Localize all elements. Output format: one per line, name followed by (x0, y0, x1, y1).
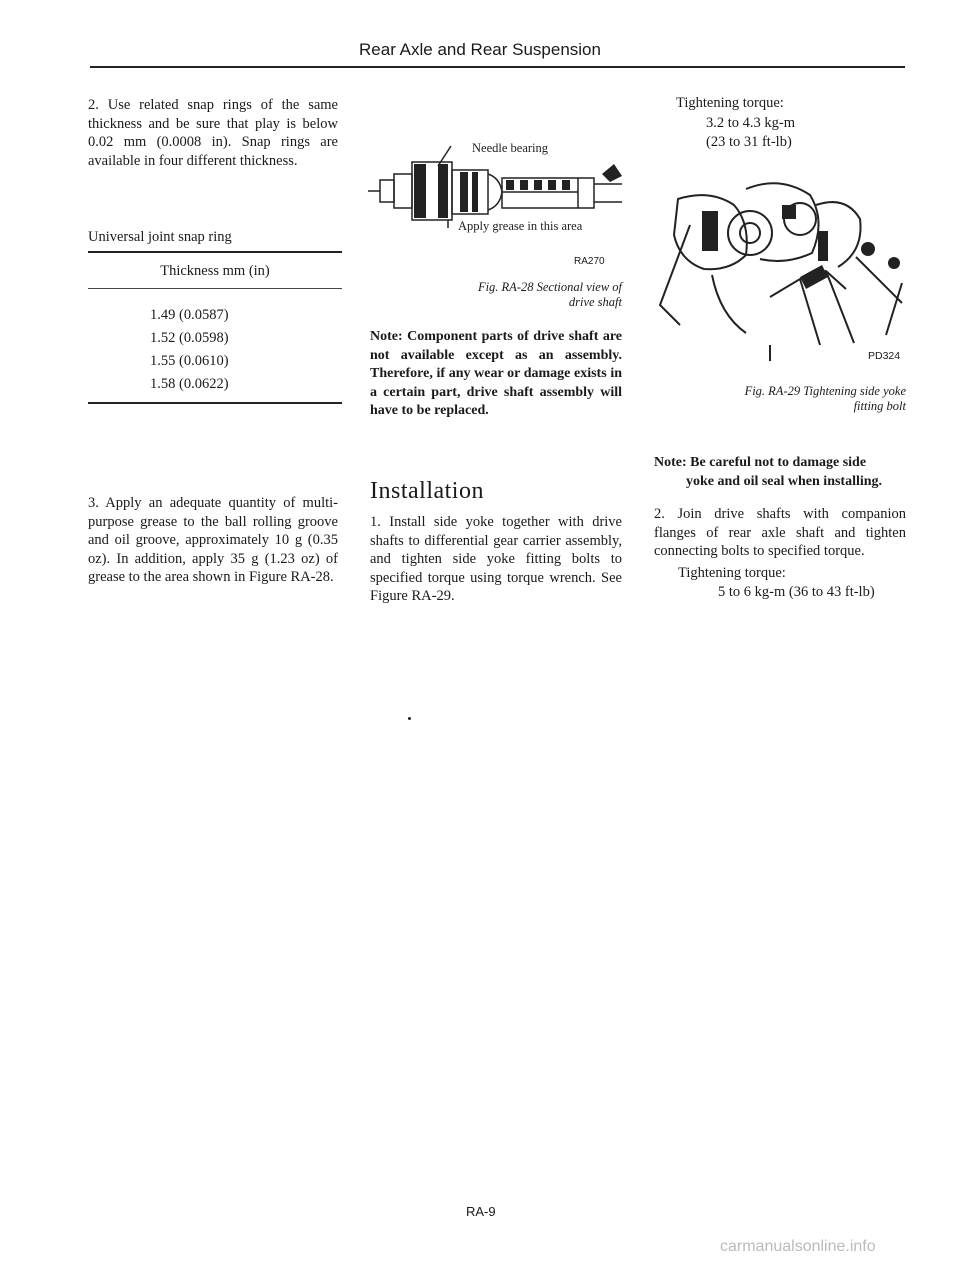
stray-dot (408, 717, 411, 720)
note-oil-seal-line2: yoke and oil seal when installing. (686, 474, 883, 489)
step-3-paragraph: 3. Apply an adequate quantity of multi-purpose grease to the ball rolling groove and oil groove, approximately 10 g (0.35 oz). In addition, apply 35 g (1.23 oz) of grease to the area shown in Figure RA-28. (88, 495, 338, 585)
figure-code-pd324: PD324 (868, 350, 901, 362)
figure-caption-ra29-line1: Fig. RA-29 Tightening side yoke (744, 384, 906, 398)
installation-step-2: 2. Join drive shafts with companion flanges of rear axle shaft and tighten connecting bolts to specified torque. (654, 506, 906, 559)
table-row: 1.55 (0.0610) (150, 353, 229, 369)
table-rule-top (88, 251, 342, 253)
needle-bearing-label: Needle bearing (472, 141, 549, 155)
step-2-paragraph: 2. Use related snap rings of the same thickness and be sure that play is below 0.02 mm (0.0008 in). Snap rings are available in four different thickness. (88, 97, 338, 169)
installation-heading: Installation (370, 478, 484, 504)
apply-grease-label: Apply grease in this area (458, 219, 583, 233)
installation-step-1: 1. Install side yoke together with drive shafts to differential gear carrier assembly, and tighten side yoke fitting bolts to specified torque using torque wrench. See Figure RA-29. (370, 514, 622, 604)
table-row: 1.49 (0.0587) (150, 307, 229, 323)
table-header: Thickness mm (in) (160, 263, 270, 279)
tightening-side-yoke-figure (650, 165, 912, 365)
torque2-label: Tightening torque: (678, 565, 786, 581)
watermark: carmanualsonline.info (720, 1238, 876, 1255)
figure-caption-ra28-line2: drive shaft (568, 295, 622, 309)
page-header: Rear Axle and Rear Suspension (359, 40, 601, 59)
note-component-parts: Note: Component parts of drive shaft are not available except as an assembly. Therefore, if any wear or damage exists in a certain part, drive shaft assembly will have to be replaced. (370, 329, 622, 418)
torque2-value: 5 to 6 kg-m (36 to 43 ft-lb) (718, 584, 875, 600)
figure-caption-ra28-line1: Fig. RA-28 Sectional view of (477, 280, 622, 294)
torque-value-kgm: 3.2 to 4.3 kg-m (706, 115, 796, 131)
table-rule-bottom (88, 402, 342, 404)
table-title: Universal joint snap ring (88, 229, 232, 245)
header-rule (90, 66, 905, 68)
table-row: 1.52 (0.0598) (150, 330, 229, 346)
figure-caption-ra29-line2: fitting bolt (853, 399, 906, 413)
page-number: RA-9 (466, 1204, 496, 1219)
torque-value-ftlb: (23 to 31 ft-lb) (706, 134, 792, 150)
table-rule-mid (88, 288, 342, 289)
torque-label: Tightening torque: (676, 95, 784, 111)
table-row: 1.58 (0.0622) (150, 376, 229, 392)
drive-shaft-section-figure (368, 118, 630, 236)
figure-code-ra270: RA270 (574, 256, 605, 267)
note-oil-seal-line1: Note: Be careful not to damage side (654, 455, 867, 470)
